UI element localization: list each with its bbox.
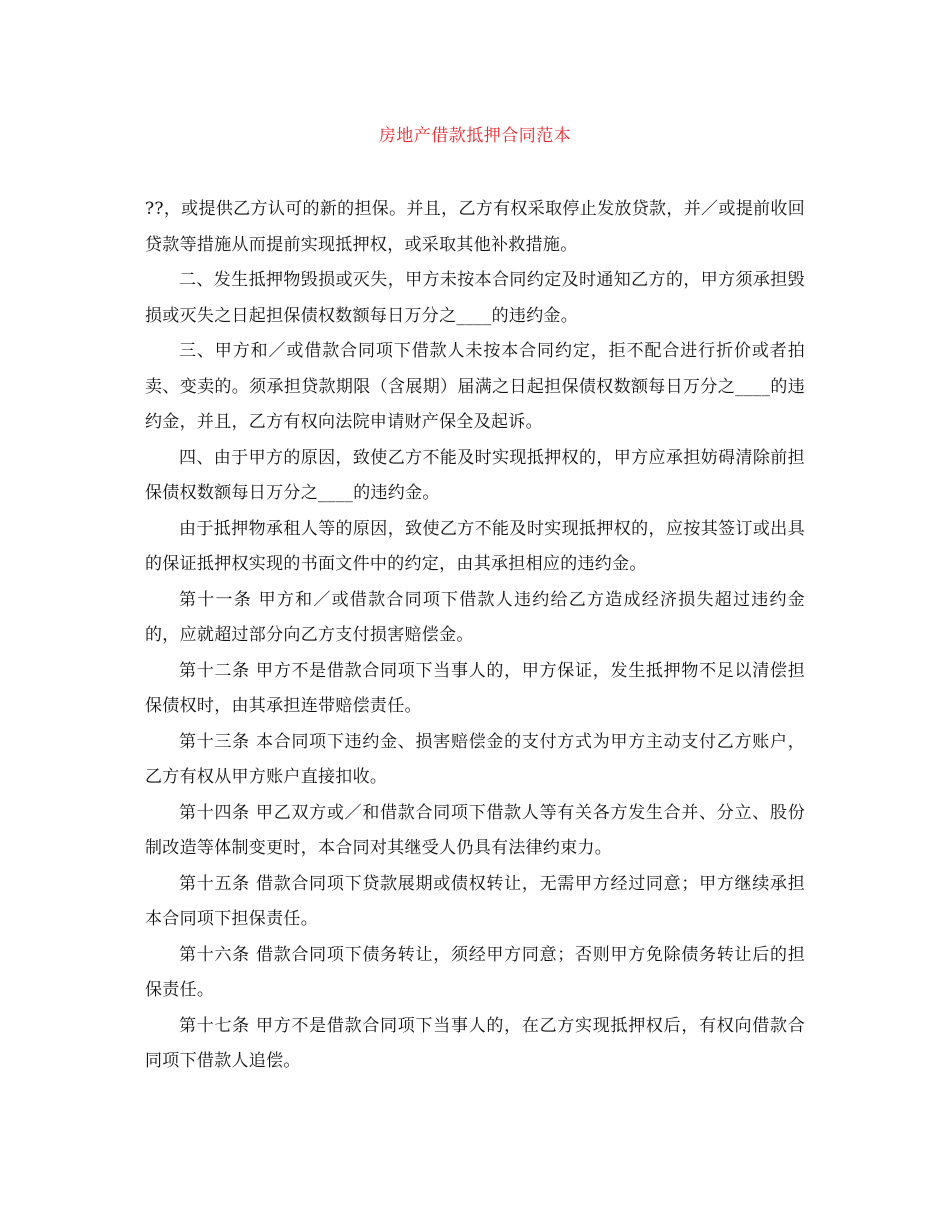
- paragraph: 四、由于甲方的原因，致使乙方不能及时实现抵押权的，甲方应承担妨碍清除前担保债权数额每日万分之____的违约金。: [145, 447, 805, 503]
- document-title: 房地产借款抵押合同范本: [378, 126, 572, 146]
- paragraph: 第十三条 本合同项下违约金、损害赔偿金的支付方式为甲方主动支付乙方账户，乙方有权从甲方账户直接扣收。: [145, 731, 805, 787]
- paragraph: 第十一条 甲方和／或借款合同项下借款人违约给乙方造成经济损失超过违约金的，应就超过部分向乙方支付损害赔偿金。: [145, 589, 805, 645]
- paragraph: 二、发生抵押物毁损或灭失，甲方未按本合同约定及时通知乙方的，甲方须承担毁损或灭失之日起担保债权数额每日万分之____的违约金。: [145, 270, 805, 326]
- paragraph: 第十五条 借款合同项下贷款展期或债权转让，无需甲方经过同意；甲方继续承担本合同项下担保责任。: [145, 873, 805, 929]
- document-body: [145, 192, 805, 1080]
- paragraph: ??，或提供乙方认可的新的担保。并且，乙方有权采取停止发放贷款，并／或提前收回贷款等措施从而提前实现抵押权，或采取其他补救措施。: [145, 199, 805, 255]
- paragraph: 第十七条 甲方不是借款合同项下当事人的，在乙方实现抵押权后，有权向借款合同项下借款人追偿。: [145, 1015, 805, 1071]
- paragraph: 第十六条 借款合同项下债务转让，须经甲方同意；否则甲方免除债务转让后的担保责任。: [145, 944, 805, 1000]
- paragraph: 第十二条 甲方不是借款合同项下当事人的，甲方保证，发生抵押物不足以清偿担保债权时，由其承担连带赔偿责任。: [145, 660, 805, 716]
- paragraph: 第十四条 甲乙双方或／和借款合同项下借款人等有关各方发生合并、分立、股份制改造等体制变更时，本合同对其继受人仍具有法律约束力。: [145, 802, 805, 858]
- paragraph: 由于抵押物承租人等的原因，致使乙方不能及时实现抵押权的，应按其签订或出具的保证抵押权实现的书面文件中的约定，由其承担相应的违约金。: [145, 518, 805, 574]
- paragraph: 三、甲方和／或借款合同项下借款人未按本合同约定，拒不配合进行折价或者拍卖、变卖的。须承担贷款期限（含展期）届满之日起担保债权数额每日万分之____的违约金，并且，乙方有权向法院申请财产保全及起诉。: [145, 341, 805, 432]
